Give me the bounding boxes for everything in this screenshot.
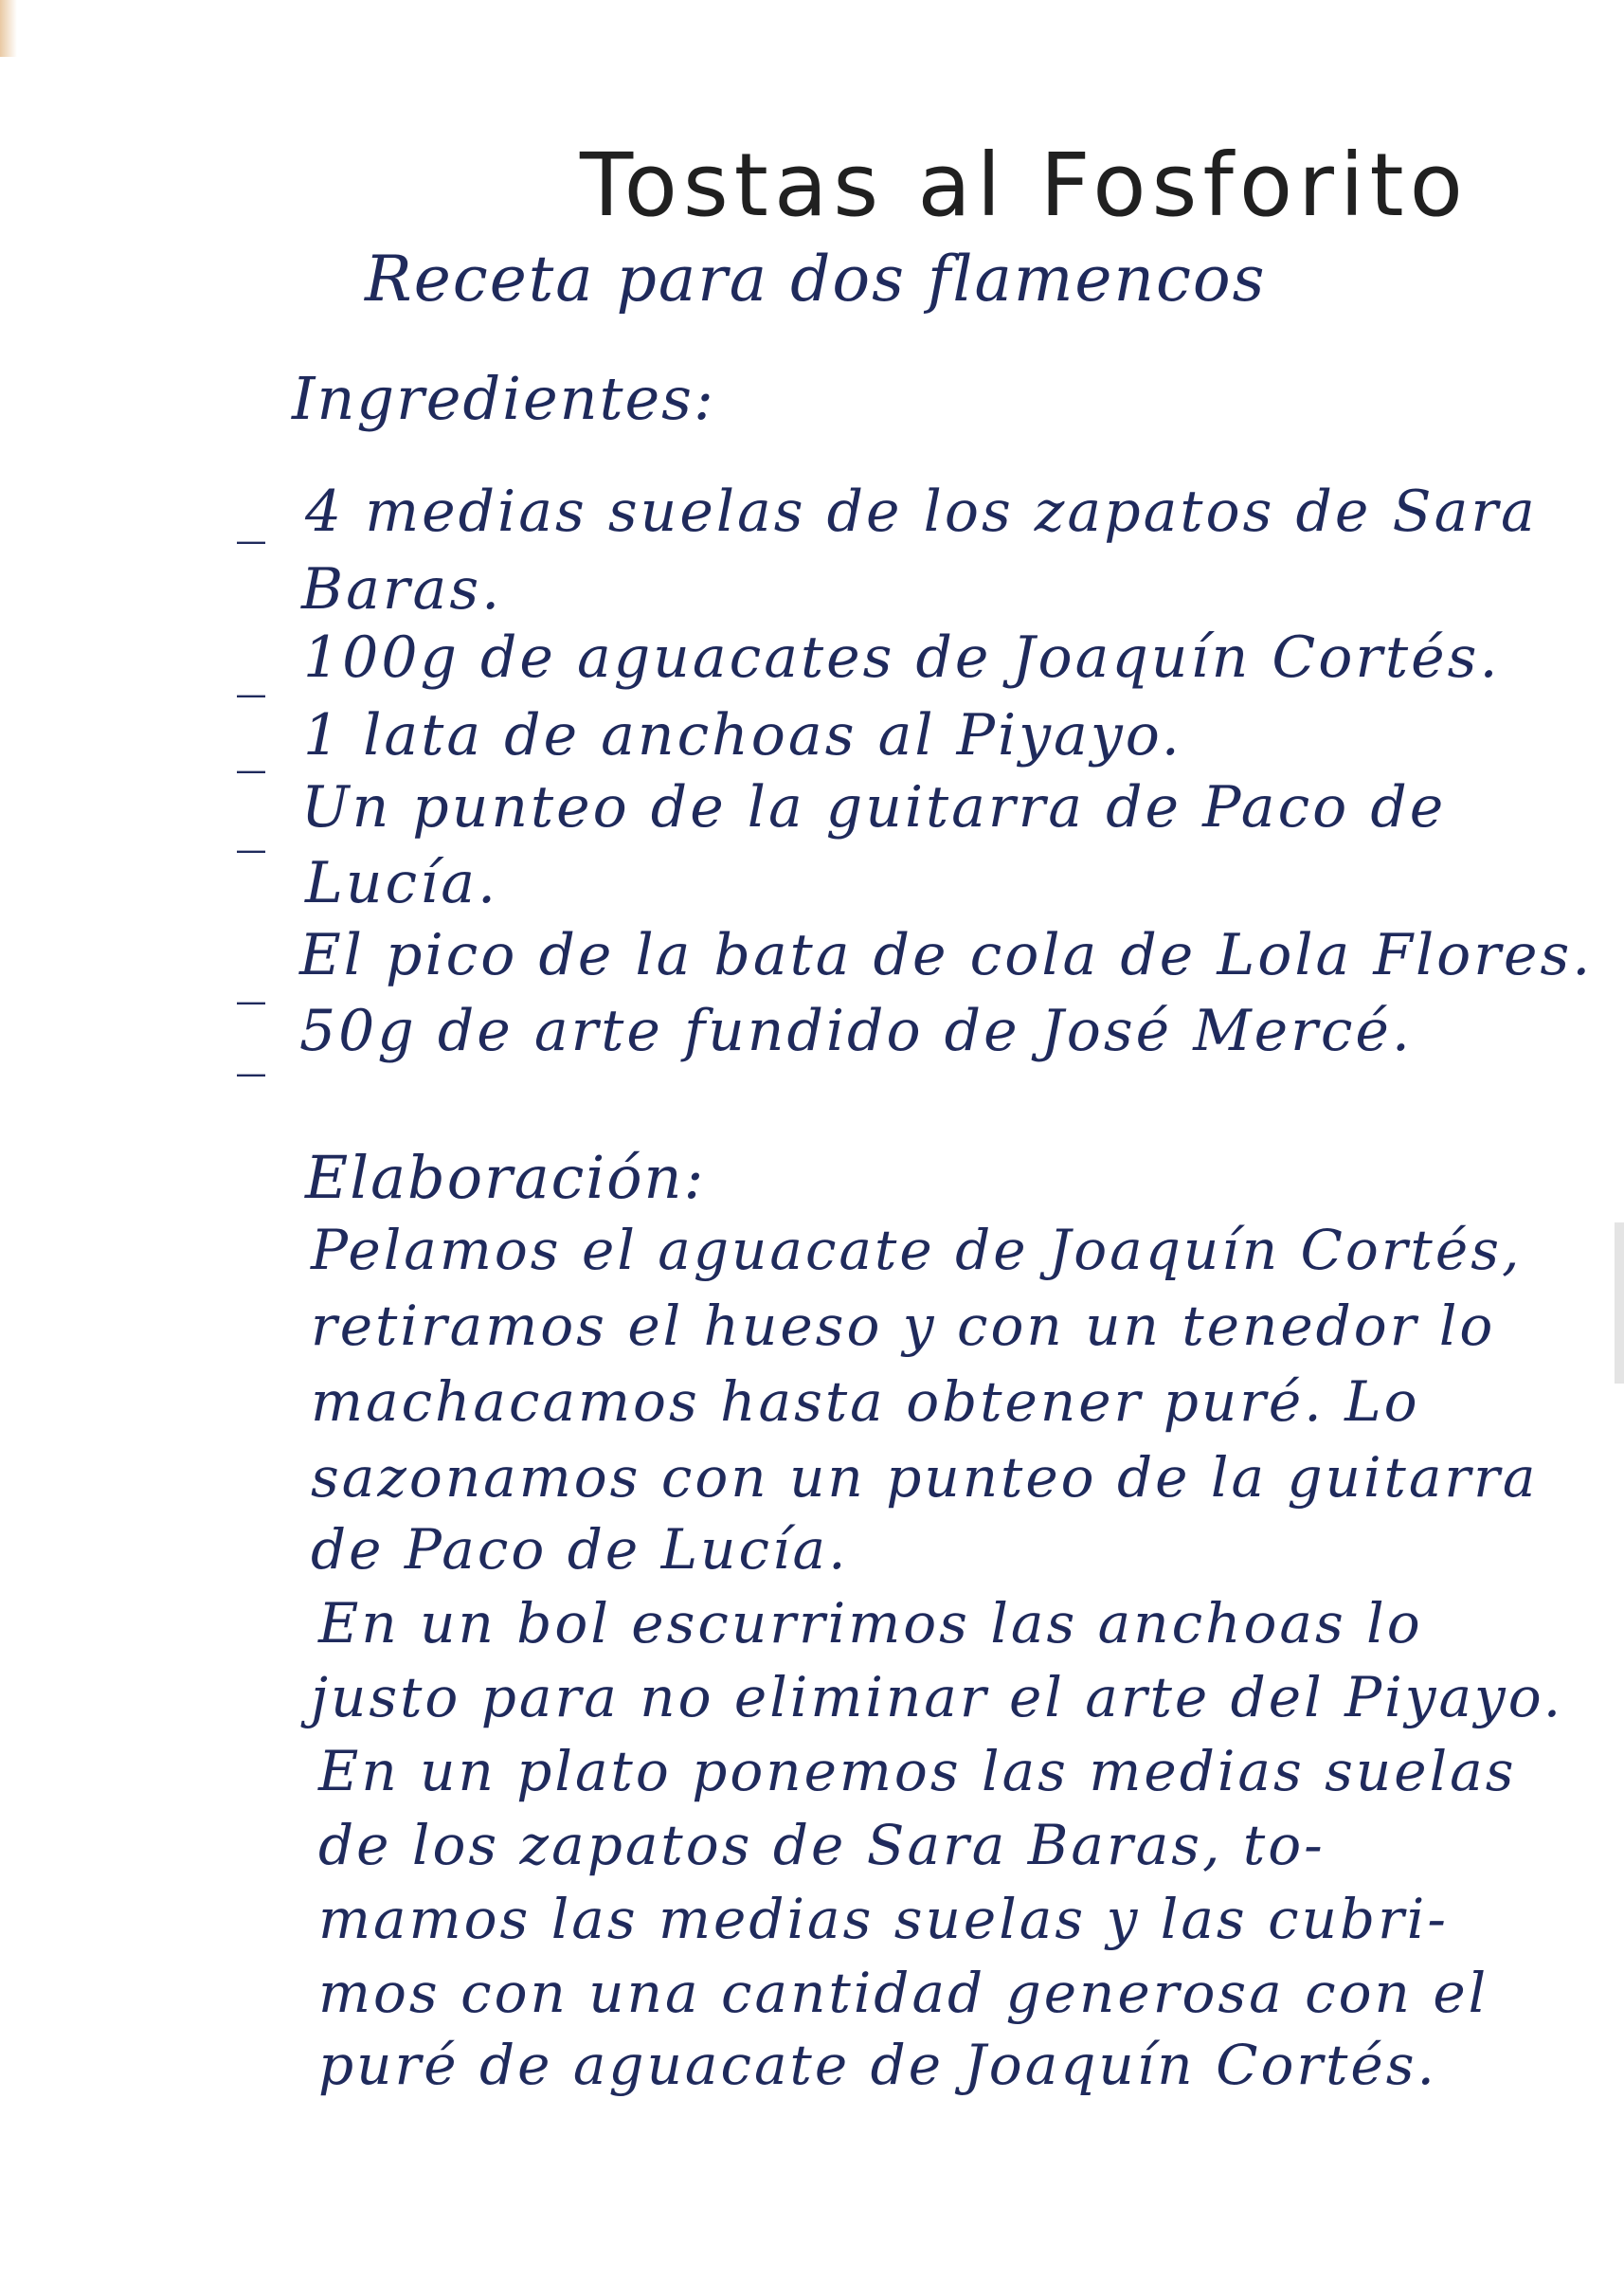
paper-edge-mark: [1615, 1222, 1624, 1384]
elaboration-line: de los zapatos de Sara Baras, to-: [318, 1813, 1326, 1877]
ingredient-line: 50g de arte fundido de José Mercé.: [299, 998, 1413, 1064]
recipe-title: Tostas al Fosforito: [580, 135, 1469, 236]
ingredient-dash: _: [237, 787, 265, 854]
ingredient-dash: _: [237, 632, 265, 698]
elaboration-line: justo para no eliminar el arte del Piyayo.: [311, 1665, 1564, 1729]
ingredient-line: Un punteo de la guitarra de Paco de: [301, 774, 1447, 841]
elaboration-line: machacamos hasta obtener puré. Lo: [311, 1369, 1420, 1434]
ingredient-line: 100g de aguacates de Joaquín Cortés.: [303, 624, 1501, 691]
ingredients-heading: Ingredientes:: [292, 364, 715, 433]
elaboration-heading: Elaboración:: [305, 1143, 706, 1212]
paper-corner-stain: [0, 0, 17, 57]
ingredient-line: 4 medias suelas de los zapatos de Sara: [305, 479, 1538, 545]
ingredient-dash: _: [237, 939, 265, 1005]
ingredient-line: El pico de la bata de cola de Lola Flores.: [299, 922, 1594, 988]
elaboration-line: sazonamos con un punteo de la guitarra: [311, 1445, 1539, 1510]
ingredient-dash: _: [237, 479, 265, 545]
elaboration-line: de Paco de Lucía.: [311, 1517, 849, 1582]
elaboration-line: Pelamos el aguacate de Joaquín Cortés,: [311, 1218, 1523, 1282]
elaboration-line: En un bol escurrimos las anchoas lo: [318, 1591, 1423, 1656]
recipe-subtitle: Receta para dos flamencos: [365, 243, 1267, 316]
ingredient-dash: _: [237, 708, 265, 774]
ingredient-line: 1 lata de anchoas al Piyayo.: [303, 702, 1182, 769]
ingredient-line: Lucía.: [305, 850, 499, 916]
elaboration-line: mos con una cantidad generosa con el: [318, 1961, 1489, 2025]
elaboration-line: mamos las medias suelas y las cubri-: [318, 1887, 1449, 1951]
elaboration-line: retiramos el hueso y con un tenedor lo: [311, 1294, 1496, 1358]
ingredient-dash: _: [237, 1011, 265, 1077]
elaboration-line: puré de aguacate de Joaquín Cortés.: [318, 2033, 1437, 2097]
ingredient-line: Baras.: [301, 556, 503, 623]
elaboration-line: En un plato ponemos las medias suelas: [318, 1739, 1517, 1803]
